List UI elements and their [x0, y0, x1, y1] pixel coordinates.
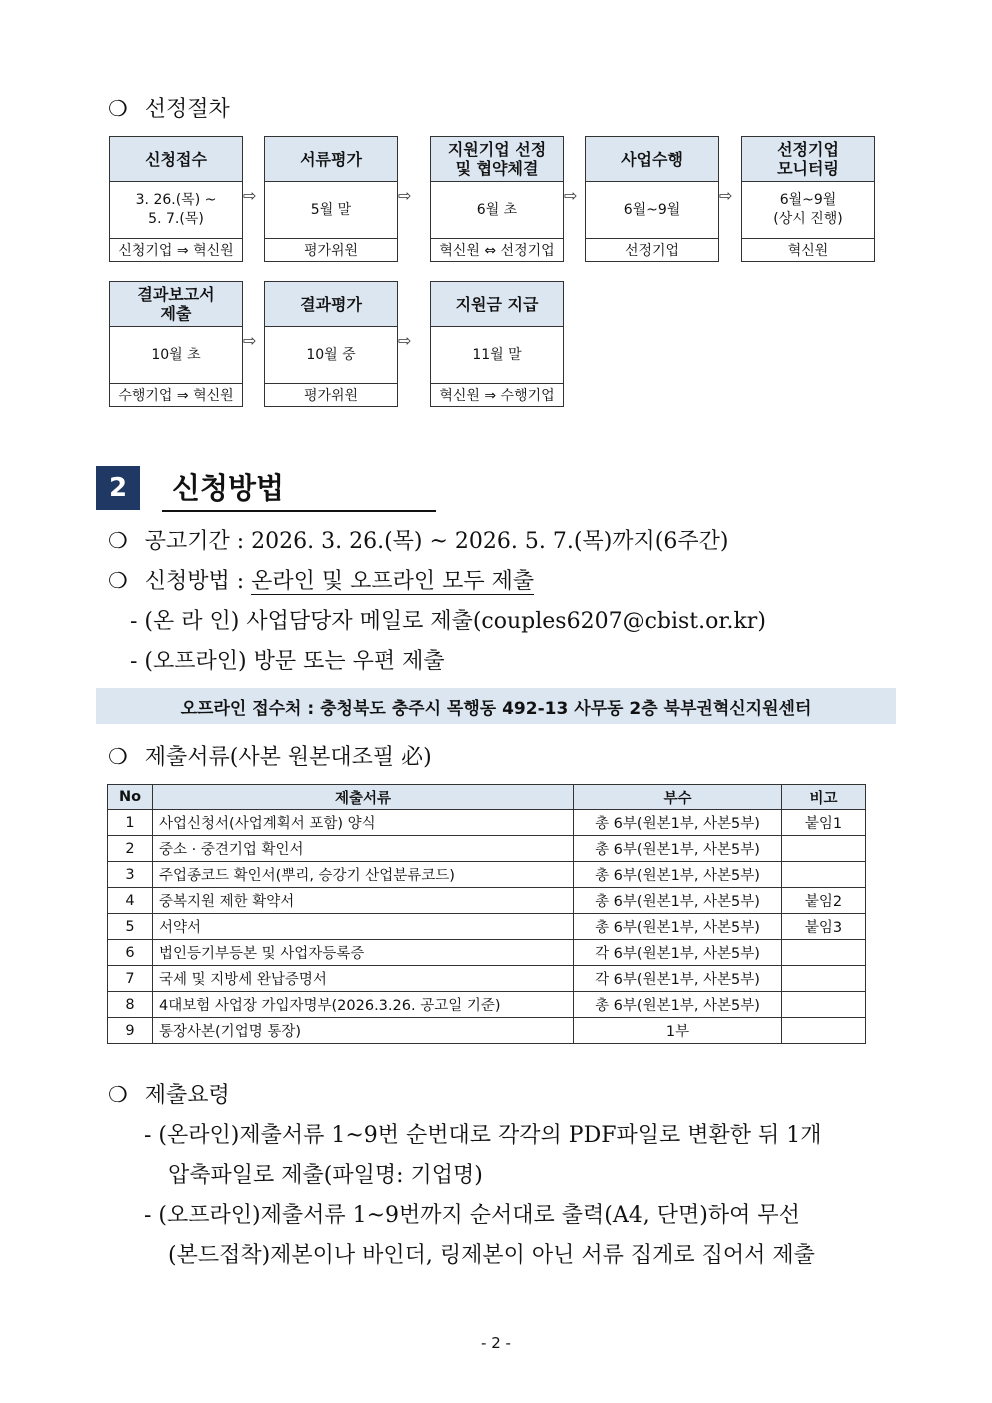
process-step-date: 11월 말 — [431, 327, 563, 384]
method-online: - (온 라 인) 사업담당자 메일로 제출(couples6207@cbist.or.kr) — [130, 609, 766, 634]
row-document: 법인등기부등본 및 사업자등록증 — [153, 940, 574, 966]
arrow-right-icon: ⇨ — [398, 331, 412, 350]
process-step — [264, 281, 398, 407]
process-step-title: 지원금 지급 — [431, 282, 563, 327]
arrow-right-icon: ⇨ — [243, 186, 257, 205]
submit-online-1: - (온라인)제출서류 1~9번 순번대로 각각의 PDF파일로 변환한 뒤 1개 — [144, 1123, 822, 1148]
process-step — [430, 281, 564, 407]
row-document: 4대보험 사업장 가입자명부(2026.3.26. 공고일 기준) — [153, 992, 574, 1018]
row-copies: 각 6부(원본1부, 사본5부) — [574, 940, 782, 966]
row-copies: 총 6부(원본1부, 사본5부) — [574, 862, 782, 888]
arrow-right-icon: ⇨ — [243, 331, 257, 350]
process-step-date: 6월~9월 (상시 진행) — [742, 182, 874, 239]
submit-offline-1: - (오프라인)제출서류 1~9번까지 순서대로 출력(A4, 단면)하여 무선 — [144, 1203, 800, 1228]
table-row — [108, 940, 866, 966]
process-step — [109, 281, 243, 407]
submit-offline-2: (본드접착)제본이나 바인더, 링제본이 아닌 서류 집게로 집어서 제출 — [168, 1243, 815, 1268]
col-no: No — [108, 785, 153, 810]
process-step-actor: 평가위원 — [303, 243, 359, 259]
procedure-heading: ❍ 선정절차 — [108, 97, 230, 122]
submit-online-2: 압축파일로 제출(파일명: 기업명) — [168, 1163, 483, 1188]
table-row — [108, 966, 866, 992]
submit-heading: ❍ 제출요령 — [108, 1083, 230, 1108]
process-step-actor: 혁신원 ⇔ 선정기업 — [439, 243, 555, 259]
row-no: 3 — [108, 862, 153, 888]
bullet-icon: ❍ — [108, 745, 128, 770]
row-copies: 총 6부(원본1부, 사본5부) — [574, 888, 782, 914]
process-step-actor: 평가위원 — [303, 388, 359, 404]
row-no: 6 — [108, 940, 153, 966]
row-no: 4 — [108, 888, 153, 914]
process-step-title: 지원기업 선정 및 협약체결 — [431, 137, 563, 182]
row-no: 8 — [108, 992, 153, 1018]
row-copies: 총 6부(원본1부, 사본5부) — [574, 810, 782, 836]
row-document: 중소 · 중견기업 확인서 — [153, 836, 574, 862]
process-step-title: 선정기업 모니터링 — [742, 137, 874, 182]
row-note — [782, 862, 866, 888]
row-document: 사업신청서(사업계획서 포함) 양식 — [153, 810, 574, 836]
row-no: 7 — [108, 966, 153, 992]
row-note — [782, 992, 866, 1018]
row-no: 9 — [108, 1018, 153, 1044]
table-row — [108, 836, 866, 862]
process-step — [264, 136, 398, 262]
process-step — [741, 136, 875, 262]
col-note: 비고 — [782, 785, 866, 810]
col-copies: 부수 — [574, 785, 782, 810]
row-note: 붙임3 — [782, 914, 866, 940]
row-note — [782, 940, 866, 966]
bullet-icon: ❍ — [108, 97, 128, 122]
row-copies: 1부 — [574, 1018, 782, 1044]
row-document: 중복지원 제한 확약서 — [153, 888, 574, 914]
row-copies: 총 6부(원본1부, 사본5부) — [574, 836, 782, 862]
row-no: 5 — [108, 914, 153, 940]
arrow-right-icon: ⇨ — [398, 186, 412, 205]
table-row — [108, 992, 866, 1018]
row-copies: 각 6부(원본1부, 사본5부) — [574, 966, 782, 992]
bullet-icon: ❍ — [108, 529, 128, 554]
process-step-date: 5월 말 — [265, 182, 397, 239]
row-document: 주업종코드 확인서(뿌리, 승강기 산업분류코드) — [153, 862, 574, 888]
row-no: 2 — [108, 836, 153, 862]
process-step-actor: 혁신원 — [787, 243, 829, 259]
table-row — [108, 862, 866, 888]
process-step — [109, 136, 243, 262]
row-note: 붙임2 — [782, 888, 866, 914]
section-number: 2 — [96, 466, 140, 510]
method-offline: - (오프라인) 방문 또는 우편 제출 — [130, 649, 445, 674]
bullet-icon: ❍ — [108, 1083, 128, 1108]
row-note — [782, 966, 866, 992]
row-no: 1 — [108, 810, 153, 836]
process-step-title: 서류평가 — [265, 137, 397, 182]
section-underline — [162, 510, 436, 512]
row-note — [782, 836, 866, 862]
bullet-icon: ❍ — [108, 569, 128, 594]
arrow-right-icon: ⇨ — [564, 186, 578, 205]
documents-table — [107, 784, 866, 1044]
method-line: ❍ 신청방법 : 온라인 및 오프라인 모두 제출 — [108, 569, 535, 594]
row-note — [782, 1018, 866, 1044]
table-header-row — [108, 785, 866, 810]
row-document: 국세 및 지방세 완납증명서 — [153, 966, 574, 992]
method-value: 온라인 및 오프라인 모두 제출 — [251, 569, 535, 594]
table-row — [108, 888, 866, 914]
row-document: 통장사본(기업명 통장) — [153, 1018, 574, 1044]
process-step-date: 10월 중 — [265, 327, 397, 384]
row-document: 서약서 — [153, 914, 574, 940]
process-step-title: 사업수행 — [586, 137, 718, 182]
process-step — [430, 136, 564, 262]
process-step-date: 10월 초 — [110, 327, 242, 384]
process-step-actor: 선정기업 — [624, 243, 680, 259]
row-copies: 총 6부(원본1부, 사본5부) — [574, 914, 782, 940]
process-step-actor: 혁신원 ⇒ 수행기업 — [439, 388, 555, 404]
process-step-actor: 신청기업 ⇒ 혁신원 — [118, 243, 234, 259]
row-copies: 총 6부(원본1부, 사본5부) — [574, 992, 782, 1018]
process-step-date: 6월~9월 — [586, 182, 718, 239]
process-step — [585, 136, 719, 262]
process-step-date: 3. 26.(목) ~ 5. 7.(목) — [110, 182, 242, 239]
section-title: 신청방법 — [172, 471, 285, 505]
table-row — [108, 914, 866, 940]
arrow-right-icon: ⇨ — [719, 186, 733, 205]
process-step-title: 결과평가 — [265, 282, 397, 327]
table-row — [108, 1018, 866, 1044]
docs-heading: ❍ 제출서류(사본 원본대조필 必) — [108, 745, 432, 770]
period-line: ❍ 공고기간 : 2026. 3. 26.(목) ~ 2026. 5. 7.(목)까지(6주간) — [108, 529, 729, 554]
process-step-actor: 수행기업 ⇒ 혁신원 — [118, 388, 234, 404]
office-banner: 오프라인 접수처 : 충청북도 충주시 목행동 492-13 사무동 2층 북부권혁신지원센터 — [96, 688, 896, 724]
page-number: - 2 - — [481, 1334, 511, 1352]
process-step-title: 신청접수 — [110, 137, 242, 182]
row-note: 붙임1 — [782, 810, 866, 836]
col-document: 제출서류 — [153, 785, 574, 810]
process-step-title: 결과보고서 제출 — [110, 282, 242, 327]
process-step-date: 6월 초 — [431, 182, 563, 239]
table-row — [108, 810, 866, 836]
